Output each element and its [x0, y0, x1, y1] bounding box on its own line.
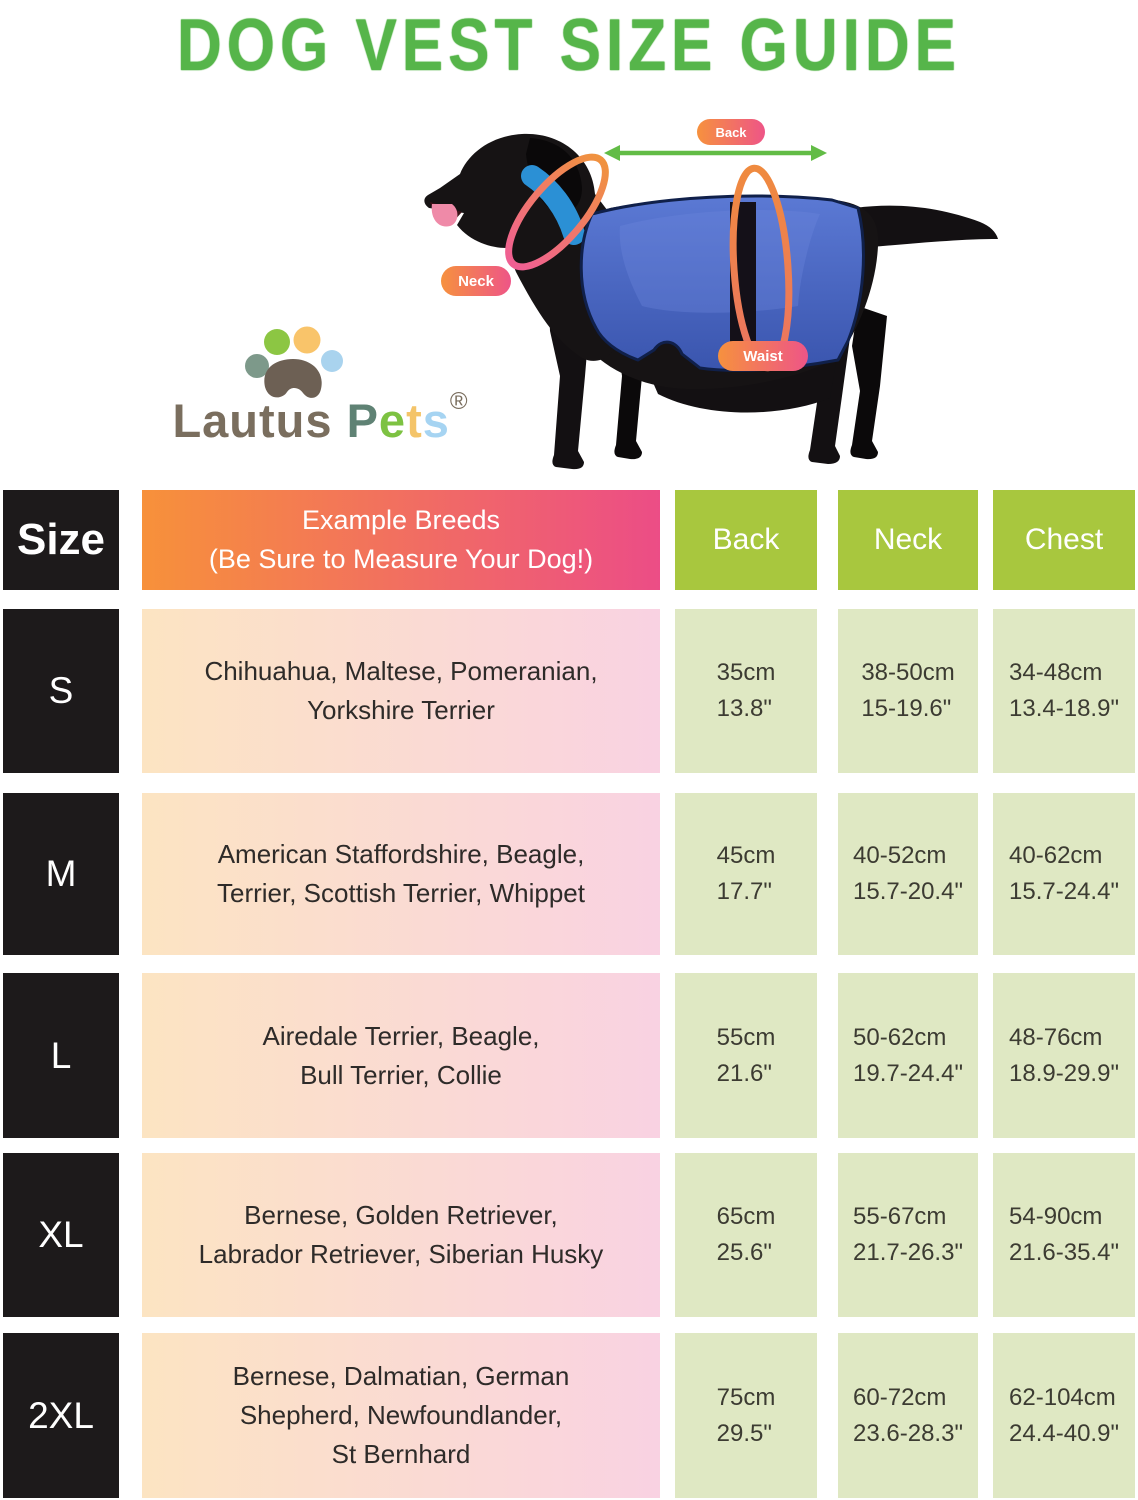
breeds-cell: American Staffordshire, Beagle, Terrier, Scottish Terrier, Whippet: [142, 793, 660, 955]
neck-value: 60-72cm 23.6-28.3": [853, 1383, 963, 1447]
neck-label-text: Neck: [458, 272, 494, 290]
size-cell: [3, 1333, 119, 1498]
chest-value: 48-76cm 18.9-29.9": [1009, 1023, 1119, 1087]
brand-letter-p: P: [346, 394, 379, 447]
back-cell: [675, 1153, 817, 1317]
neck-cell: [838, 973, 978, 1138]
chest-cell: [993, 609, 1135, 773]
dog-tongue: [432, 204, 458, 226]
chest-value: 34-48cm 13.4-18.9": [1009, 659, 1119, 722]
neck-value: 40-52cm 15.7-20.4": [853, 842, 963, 905]
neck-cell: [838, 793, 978, 955]
brand-logo: [120, 388, 520, 448]
breeds-cell: Bernese, Dalmatian, German Shepherd, Newfoundlander, St Bernhard: [142, 1333, 660, 1498]
waist-label-pill: [718, 341, 808, 371]
chest-value: 54-90cm 21.6-35.4": [1009, 1203, 1119, 1266]
size-cell: [3, 609, 119, 773]
size-cell: [3, 1153, 119, 1317]
paw-toe-green: [264, 329, 290, 355]
size-value: M: [45, 853, 77, 894]
chest-value: 40-62cm 15.7-24.4": [1009, 842, 1119, 905]
table-row: [0, 1153, 1138, 1317]
neck-value: 55-67cm 21.7-26.3": [853, 1203, 963, 1266]
column-header-chest: Chest: [993, 490, 1135, 590]
brand-word-lautus: Lautus: [172, 394, 333, 447]
column-header-neck: Neck: [838, 490, 978, 590]
back-value: 45cm 17.7": [716, 842, 776, 905]
neck-value: 38-50cm 15-19.6": [861, 659, 955, 722]
table-row: [0, 1333, 1138, 1498]
column-header-breeds: Example Breeds (Be Sure to Measure Your Dog!): [142, 490, 660, 590]
chest-value: 62-104cm 24.4-40.9": [1009, 1383, 1119, 1447]
neck-cell: [838, 1333, 978, 1498]
neck-cell: [838, 1153, 978, 1317]
size-value: L: [50, 1034, 72, 1076]
chest-cell: [993, 1333, 1135, 1498]
breeds-cell: Airedale Terrier, Beagle, Bull Terrier, Collie: [142, 973, 660, 1138]
back-value: 65cm 25.6": [716, 1203, 776, 1266]
registered-trademark-icon: ®: [449, 388, 468, 415]
neck-cell: [838, 609, 978, 773]
breeds-cell: Chihuahua, Maltese, Pomeranian, Yorkshire Terrier: [142, 609, 660, 773]
brand-letter-t: t: [406, 394, 423, 447]
table-row: [0, 793, 1138, 955]
back-value: 75cm 29.5": [716, 1383, 776, 1447]
breeds-cell: Bernese, Golden Retriever, Labrador Retriever, Siberian Husky: [142, 1153, 660, 1317]
table-row: [0, 973, 1138, 1138]
back-cell: [675, 609, 817, 773]
back-label-pill: [697, 119, 765, 145]
page-title: DOG VEST SIZE GUIDE: [177, 5, 961, 87]
brand-letter-e: e: [378, 394, 407, 447]
back-measure-arrow: [604, 145, 827, 161]
back-value: 35cm 13.8": [716, 659, 776, 722]
size-header-text: Size: [16, 515, 106, 564]
back-value: 55cm 21.6": [716, 1023, 776, 1087]
back-cell: [675, 1333, 817, 1498]
chest-cell: [993, 1153, 1135, 1317]
table-row: [0, 609, 1138, 773]
brand-letter-s: s: [422, 394, 450, 447]
column-header-back: Back: [675, 490, 817, 590]
paw-toe-blue: [321, 350, 343, 372]
size-cell: [3, 793, 119, 955]
table-header-row: [0, 490, 1138, 590]
size-cell: [3, 973, 119, 1138]
back-label-text: Back: [715, 124, 747, 140]
chest-cell: [993, 793, 1135, 955]
neck-value: 50-62cm 19.7-24.4": [853, 1023, 963, 1087]
paw-toe-amber: [294, 327, 321, 354]
dog-rear-leg-far: [850, 306, 887, 459]
column-header-size: [3, 490, 119, 590]
back-cell: [675, 793, 817, 955]
back-cell: [675, 973, 817, 1138]
size-value: S: [48, 670, 74, 711]
size-value: XL: [38, 1214, 84, 1255]
size-value: 2XL: [28, 1394, 94, 1436]
waist-label-text: Waist: [743, 347, 783, 365]
neck-label-pill: [441, 266, 511, 296]
chest-cell: [993, 973, 1135, 1138]
